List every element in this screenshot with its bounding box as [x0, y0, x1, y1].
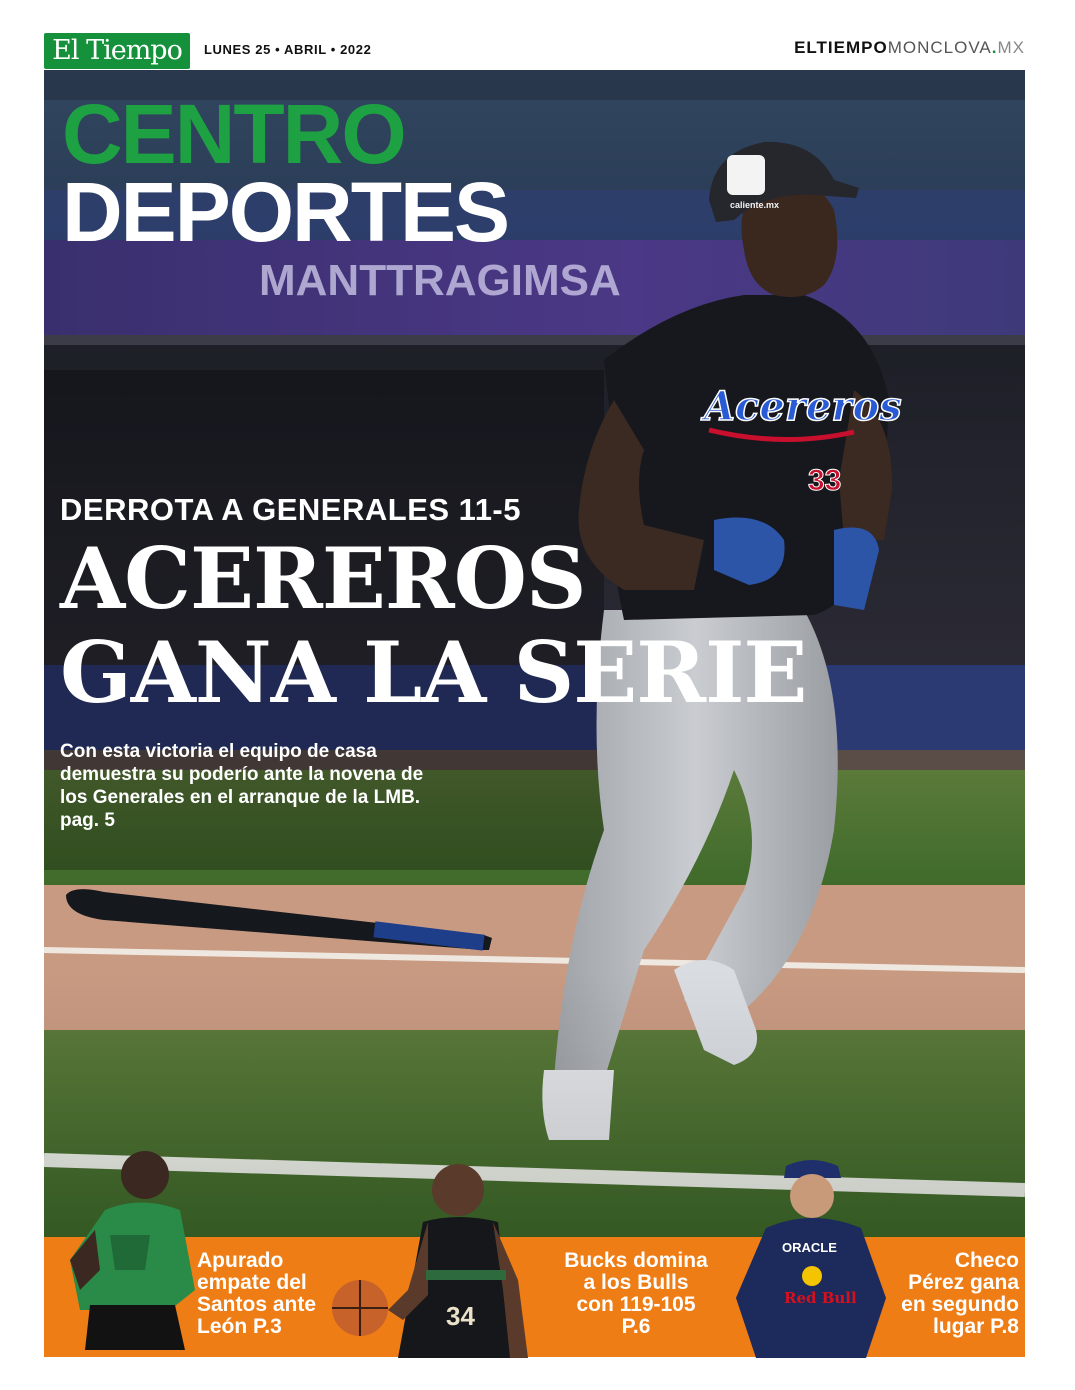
teaser-line: Pérez gana	[908, 1271, 1019, 1294]
teaser-line: en segundo	[901, 1293, 1019, 1316]
lead-headline-line1: ACEREROS	[60, 529, 586, 628]
site-url-part2: MONCLOVA	[887, 38, 992, 57]
masthead-logo[interactable]: El Tiempo	[44, 33, 190, 69]
f1-driver-cutout	[726, 1148, 896, 1358]
teaser-santos-leon[interactable]	[197, 1250, 316, 1338]
section-title-deportes: DEPORTES	[62, 165, 509, 259]
jersey-number: 33	[808, 464, 842, 497]
site-url-dot: .	[991, 38, 998, 57]
jersey-team-script: Acereros	[704, 383, 902, 430]
banner-sponsor: MANTTRAGIMSA	[259, 256, 621, 305]
helmet-sponsor: caliente.mx	[730, 200, 780, 210]
teaser-line: a los Bulls	[583, 1271, 689, 1294]
bucks-jersey-number: 34	[446, 1301, 475, 1331]
lead-kicker: DERROTA A GENERALES 11-5	[60, 492, 522, 527]
basketball-player-cutout	[328, 1150, 558, 1358]
teaser-line: Santos ante	[197, 1293, 317, 1316]
teaser-checo-perez[interactable]	[901, 1250, 1019, 1338]
teaser-line: P.6	[621, 1315, 651, 1338]
teaser-bucks-bulls[interactable]	[555, 1250, 717, 1338]
teaser-line: Checo	[954, 1249, 1019, 1272]
teaser-line: Bucks domina	[564, 1249, 708, 1272]
teaser-line: lugar P.8	[933, 1315, 1019, 1338]
lead-deck: Con esta victoria el equipo de casa demuestra su poderío ante la novena de los Generales en el arranque de la LMB. pag. 5	[60, 741, 424, 831]
site-url-part3: MX	[997, 38, 1025, 57]
issue-date: LUNES 25 • ABRIL • 2022	[204, 42, 372, 57]
site-url-part1: ELTIEMPO	[794, 38, 888, 57]
teaser-line: León P.3	[197, 1315, 282, 1338]
site-url[interactable]	[794, 38, 1025, 58]
redbull-logo-text: Red Bull	[784, 1289, 857, 1307]
oracle-logo-text: ORACLE	[782, 1240, 837, 1255]
lead-headline-line2: GANA LA SERIE	[60, 623, 807, 722]
soccer-player-cutout	[50, 1140, 200, 1358]
teaser-line: Apurado	[197, 1249, 284, 1272]
teaser-line: empate del	[197, 1271, 307, 1294]
teaser-line: con 119-105	[576, 1293, 696, 1316]
lead-headline[interactable]	[60, 529, 807, 722]
section-title-centro: CENTRO	[62, 87, 405, 181]
